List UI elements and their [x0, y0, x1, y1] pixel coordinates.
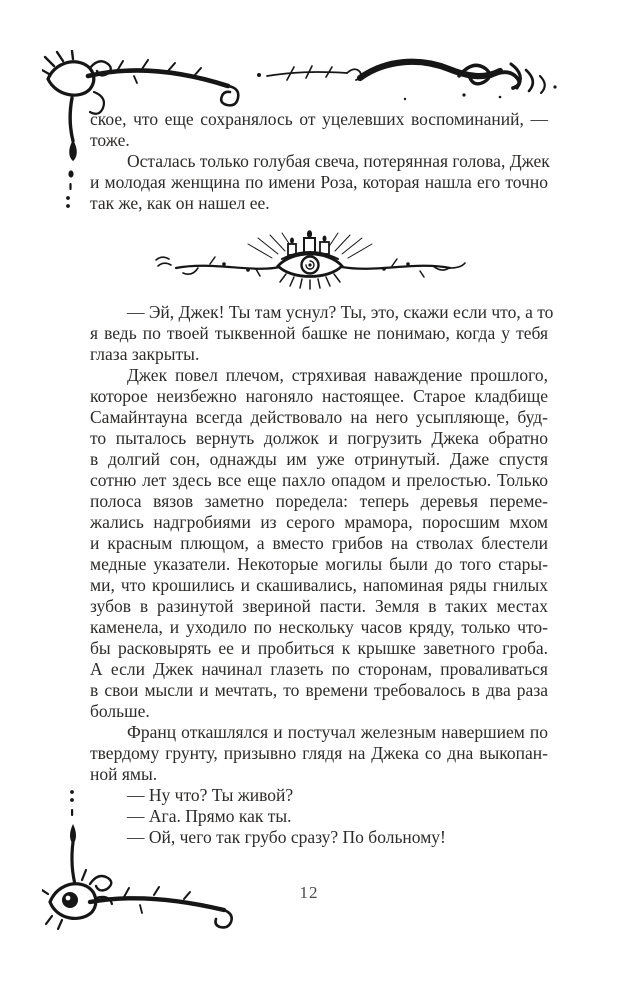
- flourish-top-right-icon: [253, 55, 568, 105]
- text-line: твердому грунту, призывно глядя на Джека со дна выкопан-: [90, 743, 548, 763]
- text-line: я ведь по твоей тыквенной башке не понимаю, когда у тебя: [90, 323, 548, 343]
- text-line: А если Джек начинал глазеть по сторонам, проваливаться: [90, 659, 548, 679]
- text-line: Джек повел плечом, стряхивая наваждение прошлого,: [127, 365, 548, 385]
- text-line: в долгий сон, однажды им уже отринутый. Даже спустя: [90, 449, 548, 469]
- text-line: и молодая женщина по имени Роза, которая нашла его точно: [90, 172, 548, 192]
- text-line: — Ну что? Ты живой?: [127, 785, 294, 805]
- text-line: жались надгробиями из серого мрамора, поросшим мхом: [90, 512, 548, 532]
- corner-eye-bottom-left-icon: [42, 786, 242, 936]
- text-line: и красным плющом, а вместо грибов на стволах блестели: [90, 533, 548, 553]
- text-line: так же, как он нашел ее.: [90, 193, 270, 213]
- text-line: ское, что еще сохранялось от уцелевших воспоминаний, —: [90, 109, 548, 129]
- text-line: тоже.: [90, 130, 130, 150]
- text-line: медные указатели. Некоторые могилы были до того стары-: [90, 554, 548, 574]
- text-line: глаза закрыты.: [90, 344, 200, 364]
- text-line: сотню лет здесь все еще пахло опадом и прелостью. Только: [90, 470, 548, 490]
- divider-eye-candles-icon: [152, 230, 468, 292]
- text-line: Осталась только голубая свеча, потерянная голова, Джек: [127, 151, 550, 171]
- text-line: — Ой, чего так грубо сразу? По больному!: [127, 827, 446, 847]
- text-line: то пыталось вернуть должок и погрузить Джека обратно: [90, 428, 548, 448]
- text-block-main: [90, 302, 554, 848]
- text-line: ной ямы.: [90, 764, 158, 784]
- text-block-top: [90, 109, 548, 214]
- text-line: — Эй, Джек! Ты там уснул? Ты, это, скажи если что, а то: [127, 302, 554, 322]
- text-line: зубов в разинутой звериной пасти. Земля в таких местах: [90, 596, 548, 616]
- text-line: ми, что крошились и скашивались, напоминая ряды гнилых: [90, 575, 548, 595]
- page-number: 12: [299, 883, 319, 902]
- text-line: в свои мысли и мечтать, то времени требовалось в два раза: [90, 680, 548, 700]
- text-line: Франц откашлялся и постучал железным навершием по: [127, 722, 548, 742]
- text-line: которое неизбежно нагоняло настоящее. Старое кладбище: [90, 386, 548, 406]
- text-line: Самайнтауна всегда действовало на него усыпляюще, буд-: [90, 407, 548, 427]
- text-line: бы расковырять ее и пробиться к крышке заветного гроба.: [90, 638, 548, 658]
- text-line: каменела, и уходило по нескольку часов кряду, только что-: [90, 617, 548, 637]
- text-line: — Ага. Прямо как ты.: [127, 806, 292, 826]
- text-line: полоса вязов заметно поредела: теперь деревья переме-: [90, 491, 548, 511]
- text-line: больше.: [90, 701, 150, 721]
